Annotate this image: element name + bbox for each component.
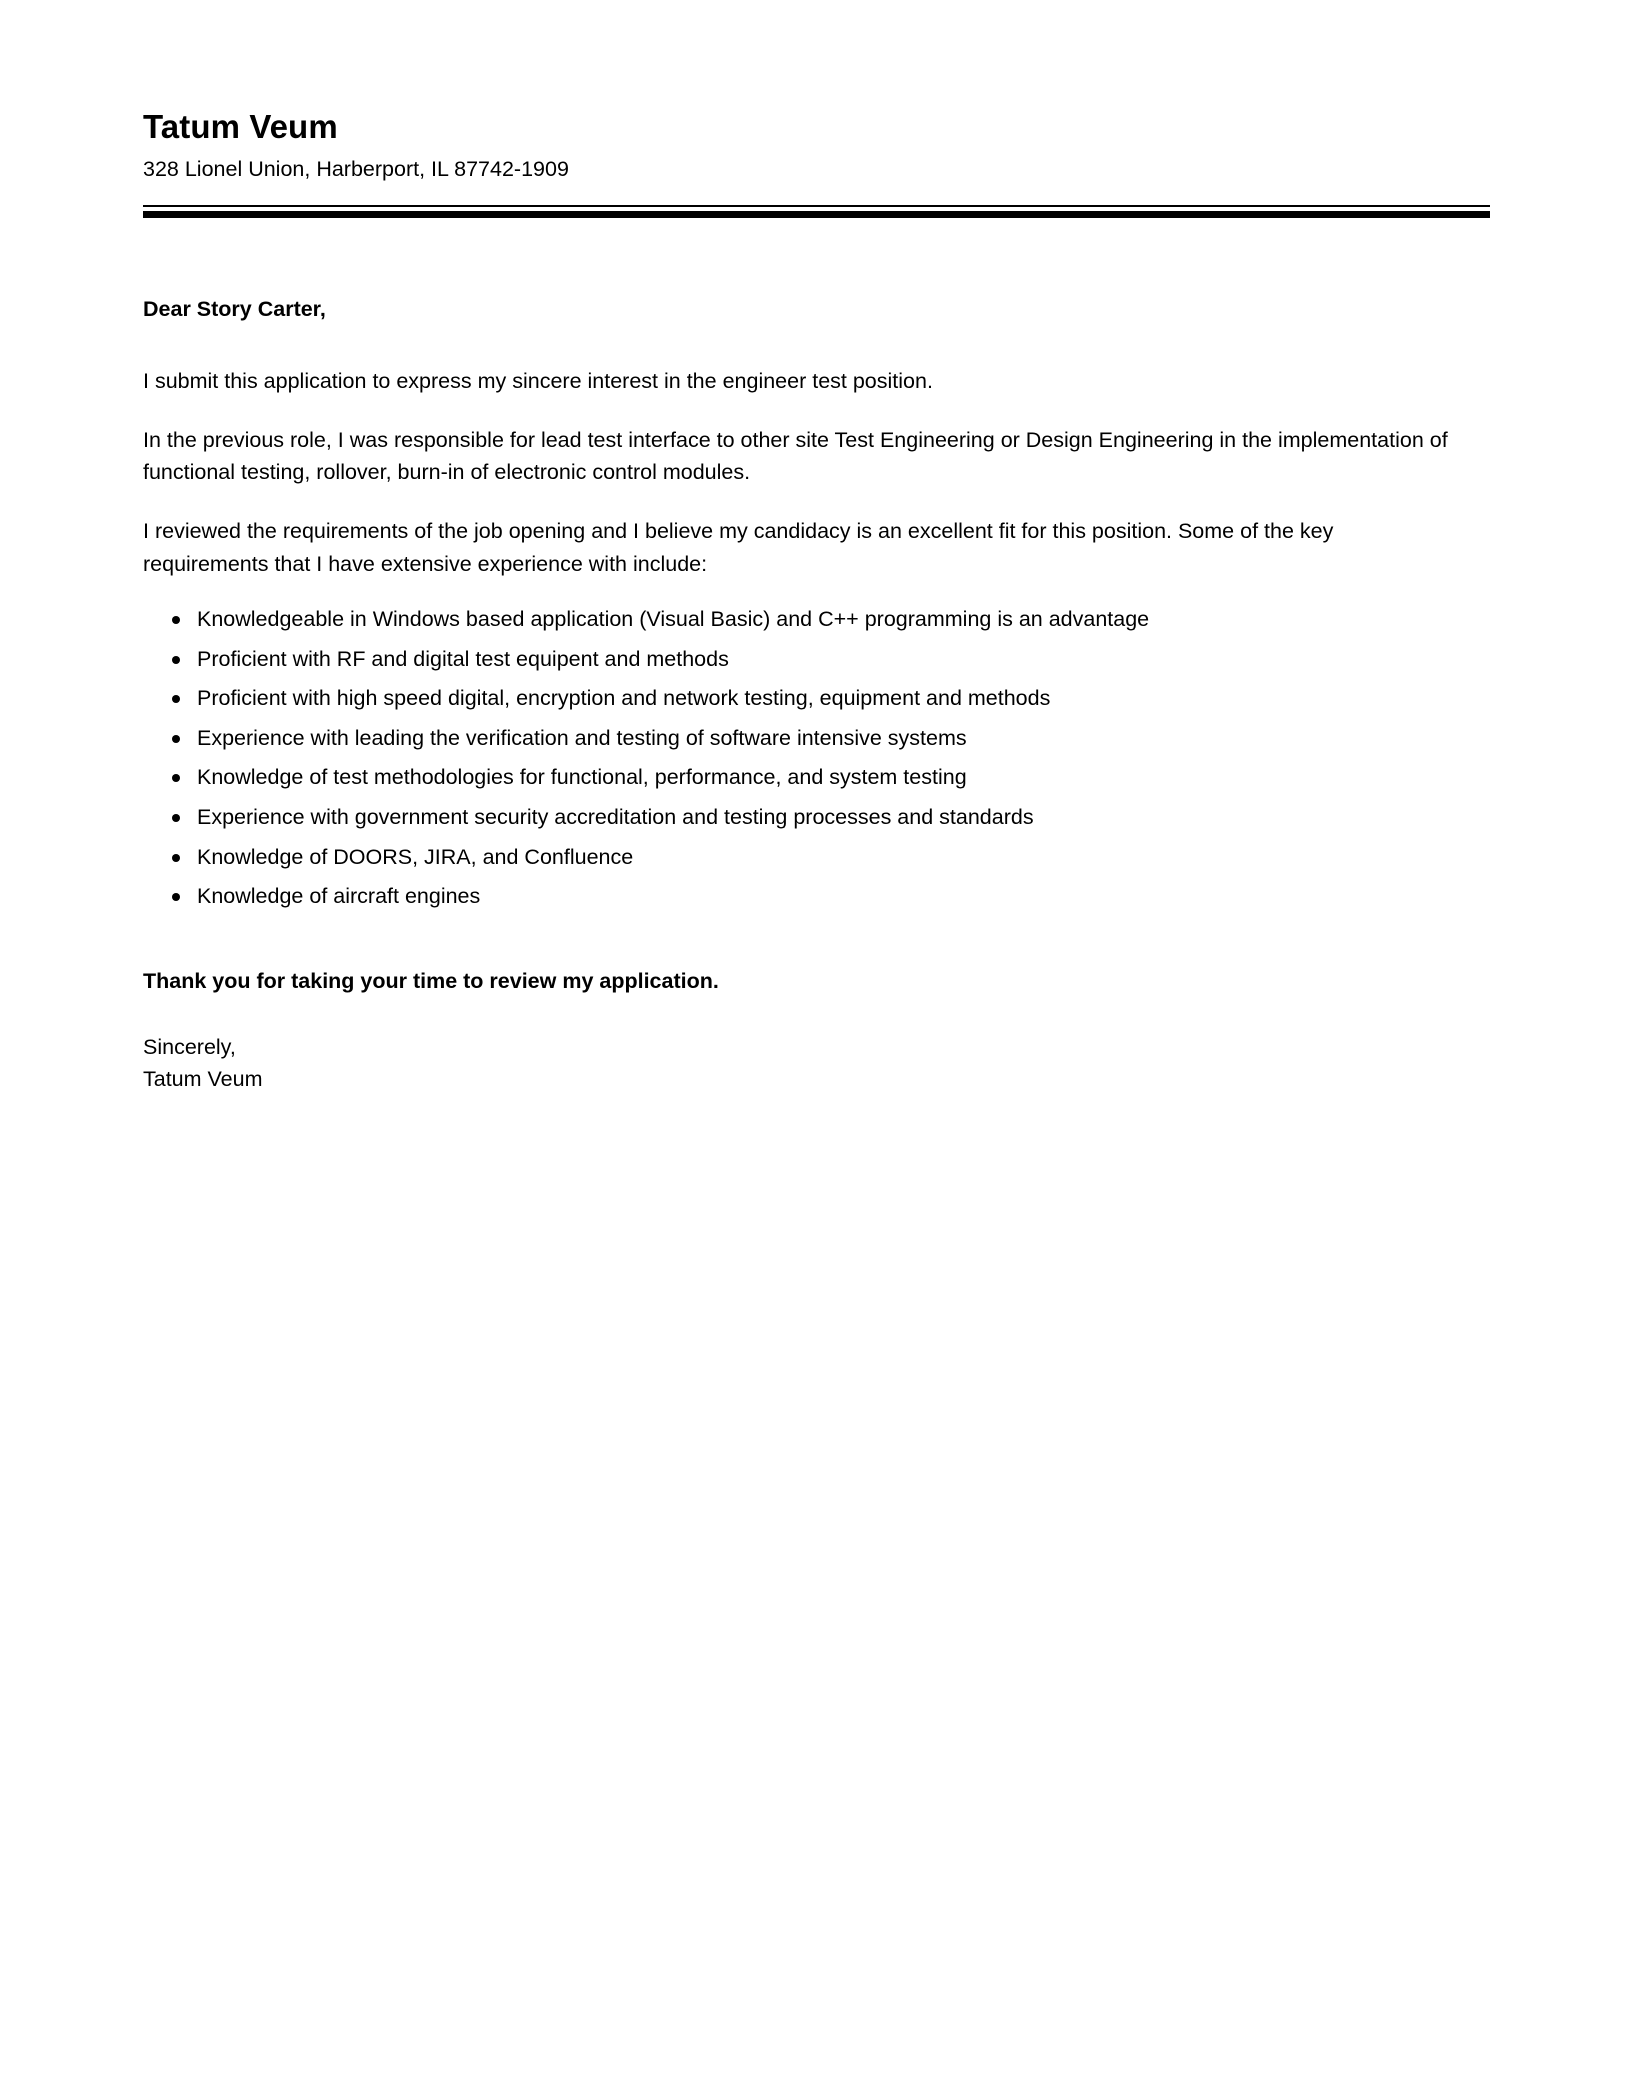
list-item <box>143 644 1490 675</box>
list-item <box>143 842 1490 873</box>
list-item <box>143 683 1490 714</box>
list-item <box>143 802 1490 833</box>
list-item-text: Proficient with high speed digital, encryption and network testing, equipment and methods <box>197 686 1051 711</box>
salutation: Dear Story Carter, <box>143 296 326 321</box>
list-item <box>143 881 1490 912</box>
sender-name: Tatum Veum <box>143 108 338 145</box>
list-item <box>143 604 1490 635</box>
list-item-text: Knowledgeable in Windows based application (Visual Basic) and C++ programming is an advantage <box>197 607 1150 632</box>
divider-thick-rule <box>143 211 1490 218</box>
signature-name: Tatum Veum <box>143 1067 263 1092</box>
list-item-text: Knowledge of test methodologies for functional, performance, and system testing <box>197 765 967 790</box>
body-paragraph-3: I reviewed the requirements of the job opening and I believe my candidacy is an excellent fit for this position. Some of the key requirements that I have extensive experience with include: <box>143 519 1334 576</box>
body-paragraph-2: In the previous role, I was responsible for lead test interface to other site Test Engineering or Design Engineering in the implementation of functional testing, rollover, burn-in of electronic control modules. <box>143 427 1448 485</box>
list-item-text: Proficient with RF and digital test equipent and methods <box>197 646 729 671</box>
list-item-text: Knowledge of DOORS, JIRA, and Confluence <box>197 844 634 869</box>
list-item-text: Knowledge of aircraft engines <box>197 884 481 909</box>
list-item-text: Experience with leading the verification and testing of software intensive systems <box>197 725 967 750</box>
requirements-list <box>143 604 1490 911</box>
list-item <box>143 723 1490 754</box>
list-item <box>143 762 1490 793</box>
letter-body <box>143 294 1490 1096</box>
sender-address: 328 Lionel Union, Harberport, IL 87742-1909 <box>143 156 569 181</box>
list-item-text: Experience with government security accreditation and testing processes and standards <box>197 804 1034 829</box>
sign-off-greeting: Sincerely, <box>143 1034 236 1059</box>
letterhead <box>143 0 1490 184</box>
header-divider <box>143 205 1490 218</box>
sign-off-block <box>143 1031 1490 1096</box>
document-content <box>143 0 1490 1096</box>
closing-thanks: Thank you for taking your time to review my application. <box>143 968 719 993</box>
body-paragraph-1: I submit this application to express my sincere interest in the engineer test position. <box>143 369 933 394</box>
